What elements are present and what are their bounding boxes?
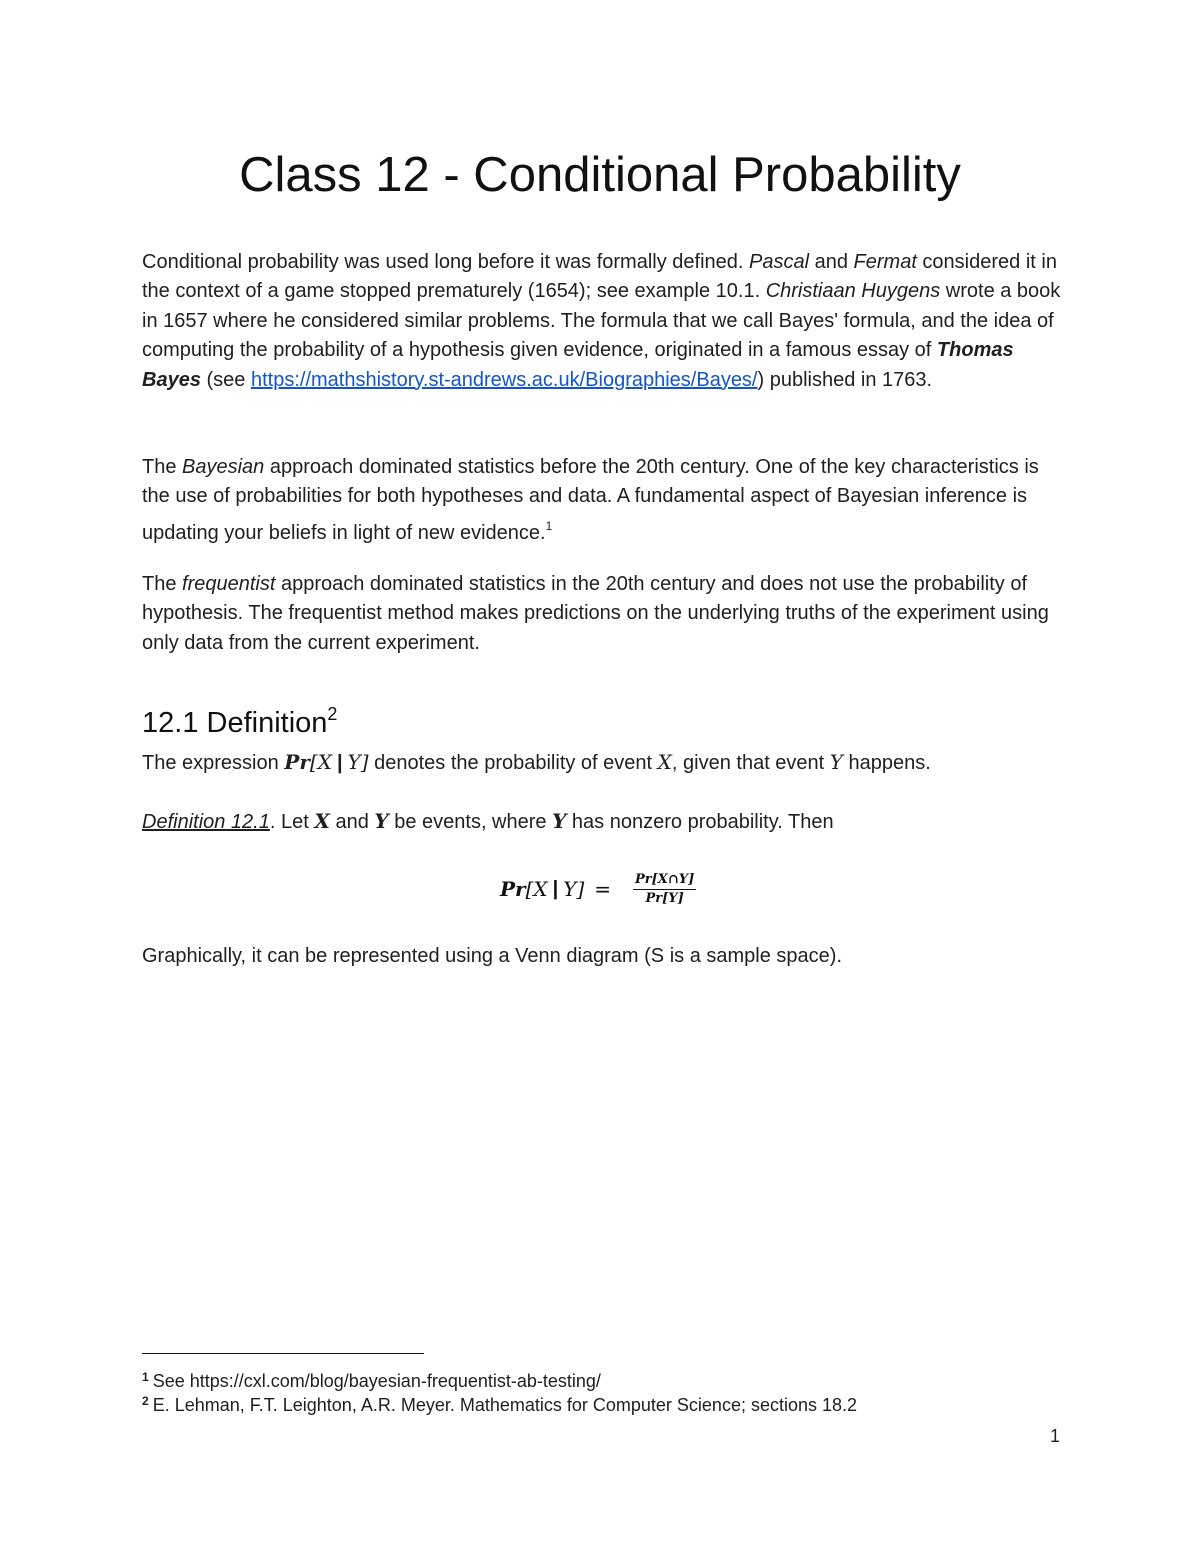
frequentist-term: frequentist [182, 573, 276, 595]
venn-paragraph: Graphically, it can be represented using a Venn diagram (S is a sample space). [142, 945, 842, 967]
definition-text-3: be events, where [388, 811, 553, 833]
definition-paragraph [142, 807, 1072, 837]
frequentist-text-2: approach dominated statistics in the 20th century and does not use the probability of hypothesis. The frequentist method makes predictions on the underlying truths of the experiment using only data from the current experiment. [142, 573, 1049, 654]
bayesian-term: Bayesian [182, 456, 265, 478]
intro-text-4: (see [200, 368, 251, 391]
intro-text-2: considered it in the context of a game stopped prematurely (1654); see example 10.1. [142, 251, 1057, 303]
page-title: Class 12 - Conditional Probability [239, 148, 961, 202]
formula-y: Y [563, 877, 577, 901]
formula-equals: = [594, 877, 612, 901]
definition-text-1: . Let [269, 811, 315, 833]
huygens-name: Christiaan Huygens [765, 280, 941, 303]
definition-text-2: and [329, 811, 375, 833]
section-heading [142, 694, 337, 743]
expr-y: Y [347, 750, 361, 774]
expr-close: ] [360, 750, 369, 774]
expression-paragraph [142, 748, 1072, 778]
footnote-divider [142, 1353, 424, 1354]
page-number: 1 [1049, 1426, 1060, 1446]
intro-text-3: wrote a book in 1657 where he considered similar problems. The formula that we call Bayes' formula, and the idea of computing the probability of a hypothesis given evidence, originated in a famous essay of [142, 280, 1061, 362]
formula-open: [ [525, 877, 534, 901]
formula-pr: Pr [500, 877, 526, 901]
bayes-biography-link[interactable]: https://mathshistory.st-andrews.ac.uk/Biographies/Bayes/ [250, 368, 758, 391]
intro-and: and [809, 251, 854, 273]
formula-bar: | [552, 877, 559, 900]
formula-denominator: Pr[Y] [645, 890, 684, 906]
footnote-2-number: 2 [142, 1394, 149, 1408]
frequentist-text-1: The [142, 573, 183, 595]
formula-close: ] [576, 877, 585, 901]
footnote-2-text: E. Lehman, F.T. Leighton, A.R. Meyer. Mathematics for Computer Science; sections 18.2 [152, 1395, 858, 1415]
intro-paragraph [142, 248, 1072, 395]
expr-x: X [317, 750, 332, 774]
bayesian-text-2: approach dominated statistics before the 20th century. One of the key characteristics is the use of probabilities for both hypotheses and data. A fundamental aspect of Bayesian inference is updating your beliefs in light of new evidence. [142, 456, 1039, 544]
footnote-1-number: 1 [142, 1370, 149, 1384]
event-x: X [657, 750, 672, 774]
pascal-name: Pascal [749, 251, 810, 273]
frequentist-paragraph [142, 570, 1072, 658]
formula-fraction [633, 872, 696, 907]
section-heading-text: 12.1 Definition [142, 707, 328, 739]
event-y: Y [829, 750, 843, 774]
expr-pr: Pr [284, 750, 310, 774]
formula-x: X [533, 877, 548, 901]
bayesian-text-1: The [142, 456, 183, 478]
intro-text-1: Conditional probability was used long before it was formally defined. [142, 251, 750, 273]
fermat-name: Fermat [853, 251, 917, 273]
expression-text-2: denotes the probability of event [368, 752, 658, 774]
footnote-ref-2[interactable]: 2 [327, 704, 338, 724]
expr-open: [ [309, 750, 318, 774]
definition-text-4: has nonzero probability. Then [566, 811, 834, 833]
bayesian-paragraph [142, 453, 1072, 548]
def-y-2: Y [552, 809, 567, 833]
bayes-name: Thomas Bayes [142, 339, 1014, 391]
expression-text-3: , given that event [671, 752, 830, 774]
expression-text-4: happens. [843, 752, 931, 774]
intro-text-5: ) published in 1763. [757, 368, 933, 391]
def-x: X [314, 809, 330, 833]
conditional-probability-formula [500, 866, 696, 912]
expr-bar: | [336, 752, 343, 774]
footnote-1-text: See https://cxl.com/blog/bayesian-frequentist-ab-testing/ [152, 1371, 601, 1391]
footnote-ref-1[interactable]: 1 [545, 518, 553, 533]
def-y: Y [374, 809, 389, 833]
expression-text-1: The expression [142, 752, 285, 774]
footnote-1 [142, 1366, 601, 1392]
formula-numerator: Pr[X∩Y] [633, 872, 696, 890]
definition-label: Definition 12.1 [142, 811, 270, 833]
footnote-2 [142, 1390, 857, 1416]
